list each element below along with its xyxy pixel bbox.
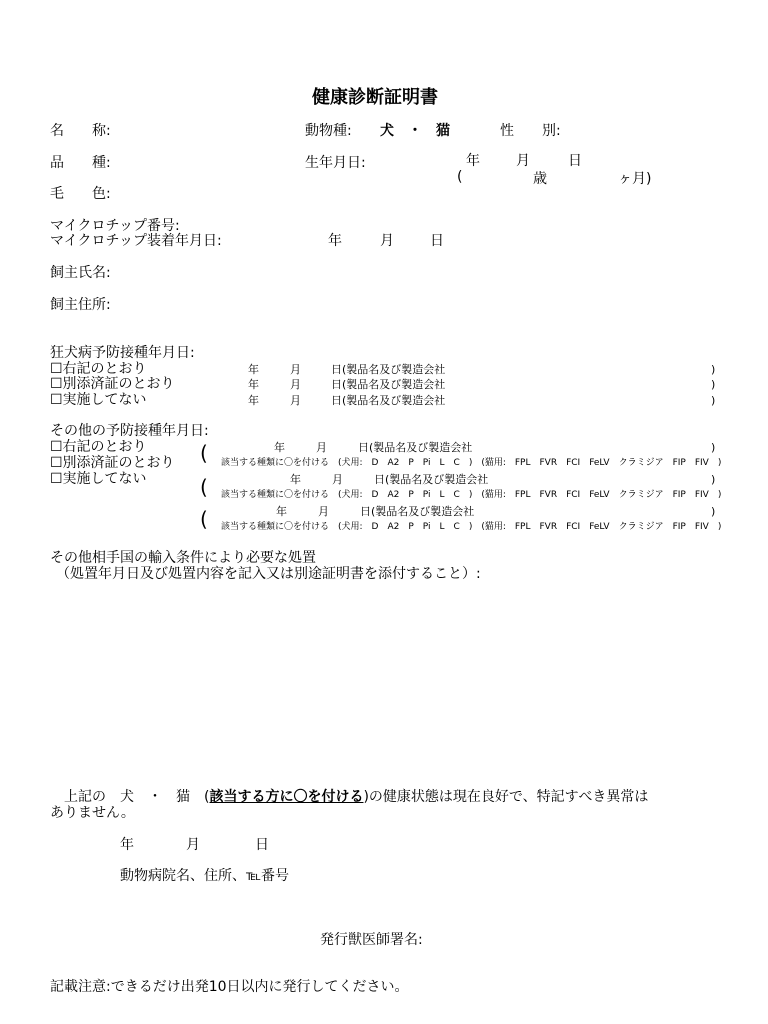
hospital-label: 動物病院名、住所、℡番号 [120, 868, 290, 884]
vacc-entry3-paren: ( [200, 507, 208, 531]
health-statement [64, 789, 648, 805]
rabies-heading: 狂犬病予防接種年月日: [50, 345, 195, 361]
rabies-line1-month: 月 [290, 363, 301, 376]
rabies-line3-month: 月 [290, 394, 301, 407]
import-conditions-line2: （処置年月日及び処置内容を記入又は別途証明書を添付すること）: [56, 566, 481, 582]
vacc-entry2-month: 月 [332, 473, 343, 486]
rabies-line2-product: 日(製品名及び製造会社 [331, 378, 446, 391]
vacc-entry3-kinds: 該当する種類に〇を付ける (犬用: D A2 P Pi L C ) (猫用: FPL FVR FCI FeLV クラミジア FIP FIV ) [221, 522, 722, 532]
rabies-line1-close: ) [711, 363, 716, 376]
rabies-line2-close: ) [711, 378, 716, 391]
rabies-line2-year: 年 [248, 378, 259, 391]
owner-name-label: 飼主氏名: [50, 265, 111, 281]
page-title: 健康診断証明書 [312, 87, 438, 108]
other-vacc-option-attached: ☐別添済証のとおり [50, 455, 175, 471]
issue-year-unit: 年 [120, 837, 134, 853]
owner-address-label: 飼主住所: [50, 297, 111, 313]
rabies-line1-year: 年 [248, 363, 259, 376]
vacc-entry1-kinds: 該当する種類に〇を付ける (犬用: D A2 P Pi L C ) (猫用: FPL FVR FCI FeLV クラミジア FIP FIV ) [221, 458, 722, 468]
vacc-entry2-paren: ( [200, 475, 208, 499]
sex-label: 性 別: [500, 123, 561, 139]
rabies-option-right: ☐右記のとおり [50, 361, 147, 377]
microchip-year-unit: 年 [328, 233, 342, 249]
vacc-entry3-month: 月 [318, 505, 329, 518]
vacc-entry3-year: 年 [276, 505, 287, 518]
rabies-line3-close: ) [711, 394, 716, 407]
rabies-line2-month: 月 [290, 378, 301, 391]
other-vacc-option-none: ☐実施してない [50, 471, 147, 487]
health-statement-part1: 上記の 犬 ・ 猫 ( [64, 789, 210, 805]
rabies-option-attached: ☐別添済証のとおり [50, 376, 175, 392]
rabies-line3-product: 日(製品名及び製造会社 [331, 394, 446, 407]
other-vacc-option-right: ☐右記のとおり [50, 439, 147, 455]
birth-year-unit: 年 [466, 153, 480, 169]
vacc-entry1-product: 日(製品名及び製造会社 [358, 441, 473, 454]
issue-month-unit: 月 [186, 837, 200, 853]
vacc-entry1-paren: ( [200, 441, 208, 465]
age-years-unit: 歳 [533, 171, 547, 187]
import-conditions-line1: その他相手国の輸入条件により必要な処置 [50, 550, 316, 566]
health-statement-part2: )の健康状態は現在良好で、特記すべき異常は [363, 789, 649, 805]
rabies-line1-product: 日(製品名及び製造会社 [331, 363, 446, 376]
vacc-entry2-close: ) [711, 473, 716, 486]
microchip-date-label: マイクロチップ装着年月日: [50, 233, 222, 249]
vacc-entry1-month: 月 [316, 441, 327, 454]
birthdate-label: 生年月日: [305, 155, 366, 171]
rabies-line3-year: 年 [248, 394, 259, 407]
vacc-entry3-product: 日(製品名及び製造会社 [360, 505, 475, 518]
microchip-month-unit: 月 [380, 233, 394, 249]
rabies-option-none: ☐実施してない [50, 392, 147, 408]
vacc-entry1-close: ) [711, 441, 716, 454]
name-label: 名 称: [50, 123, 111, 139]
microchip-day-unit: 日 [430, 233, 444, 249]
vet-signature-label: 発行獣医師署名: [320, 932, 423, 948]
health-statement-line2: ありません。 [50, 805, 135, 821]
vacc-entry3-close: ) [711, 505, 716, 518]
microchip-number-label: マイクロチップ番号: [50, 218, 180, 234]
coat-label: 毛 色: [50, 186, 111, 202]
vacc-entry2-product: 日(製品名及び製造会社 [374, 473, 489, 486]
breed-label: 品 種: [50, 155, 111, 171]
issue-day-unit: 日 [255, 837, 269, 853]
age-months-unit: ヶ月) [618, 171, 652, 187]
issuance-note: 記載注意:できるだけ出発10日以内に発行してください。 [50, 979, 409, 995]
age-open-paren: ( [457, 169, 463, 185]
other-vacc-heading: その他の予防接種年月日: [50, 423, 209, 439]
vacc-entry2-kinds: 該当する種類に〇を付ける (犬用: D A2 P Pi L C ) (猫用: FPL FVR FCI FeLV クラミジア FIP FIV ) [221, 490, 722, 500]
birth-day-unit: 日 [568, 153, 582, 169]
vacc-entry1-year: 年 [274, 441, 285, 454]
species-label: 動物種: [305, 123, 352, 139]
health-statement-emphasis: 該当する方に〇を付ける [209, 789, 364, 805]
species-options: 犬 ・ 猫 [380, 123, 450, 139]
birth-month-unit: 月 [516, 153, 530, 169]
vacc-entry2-year: 年 [290, 473, 301, 486]
